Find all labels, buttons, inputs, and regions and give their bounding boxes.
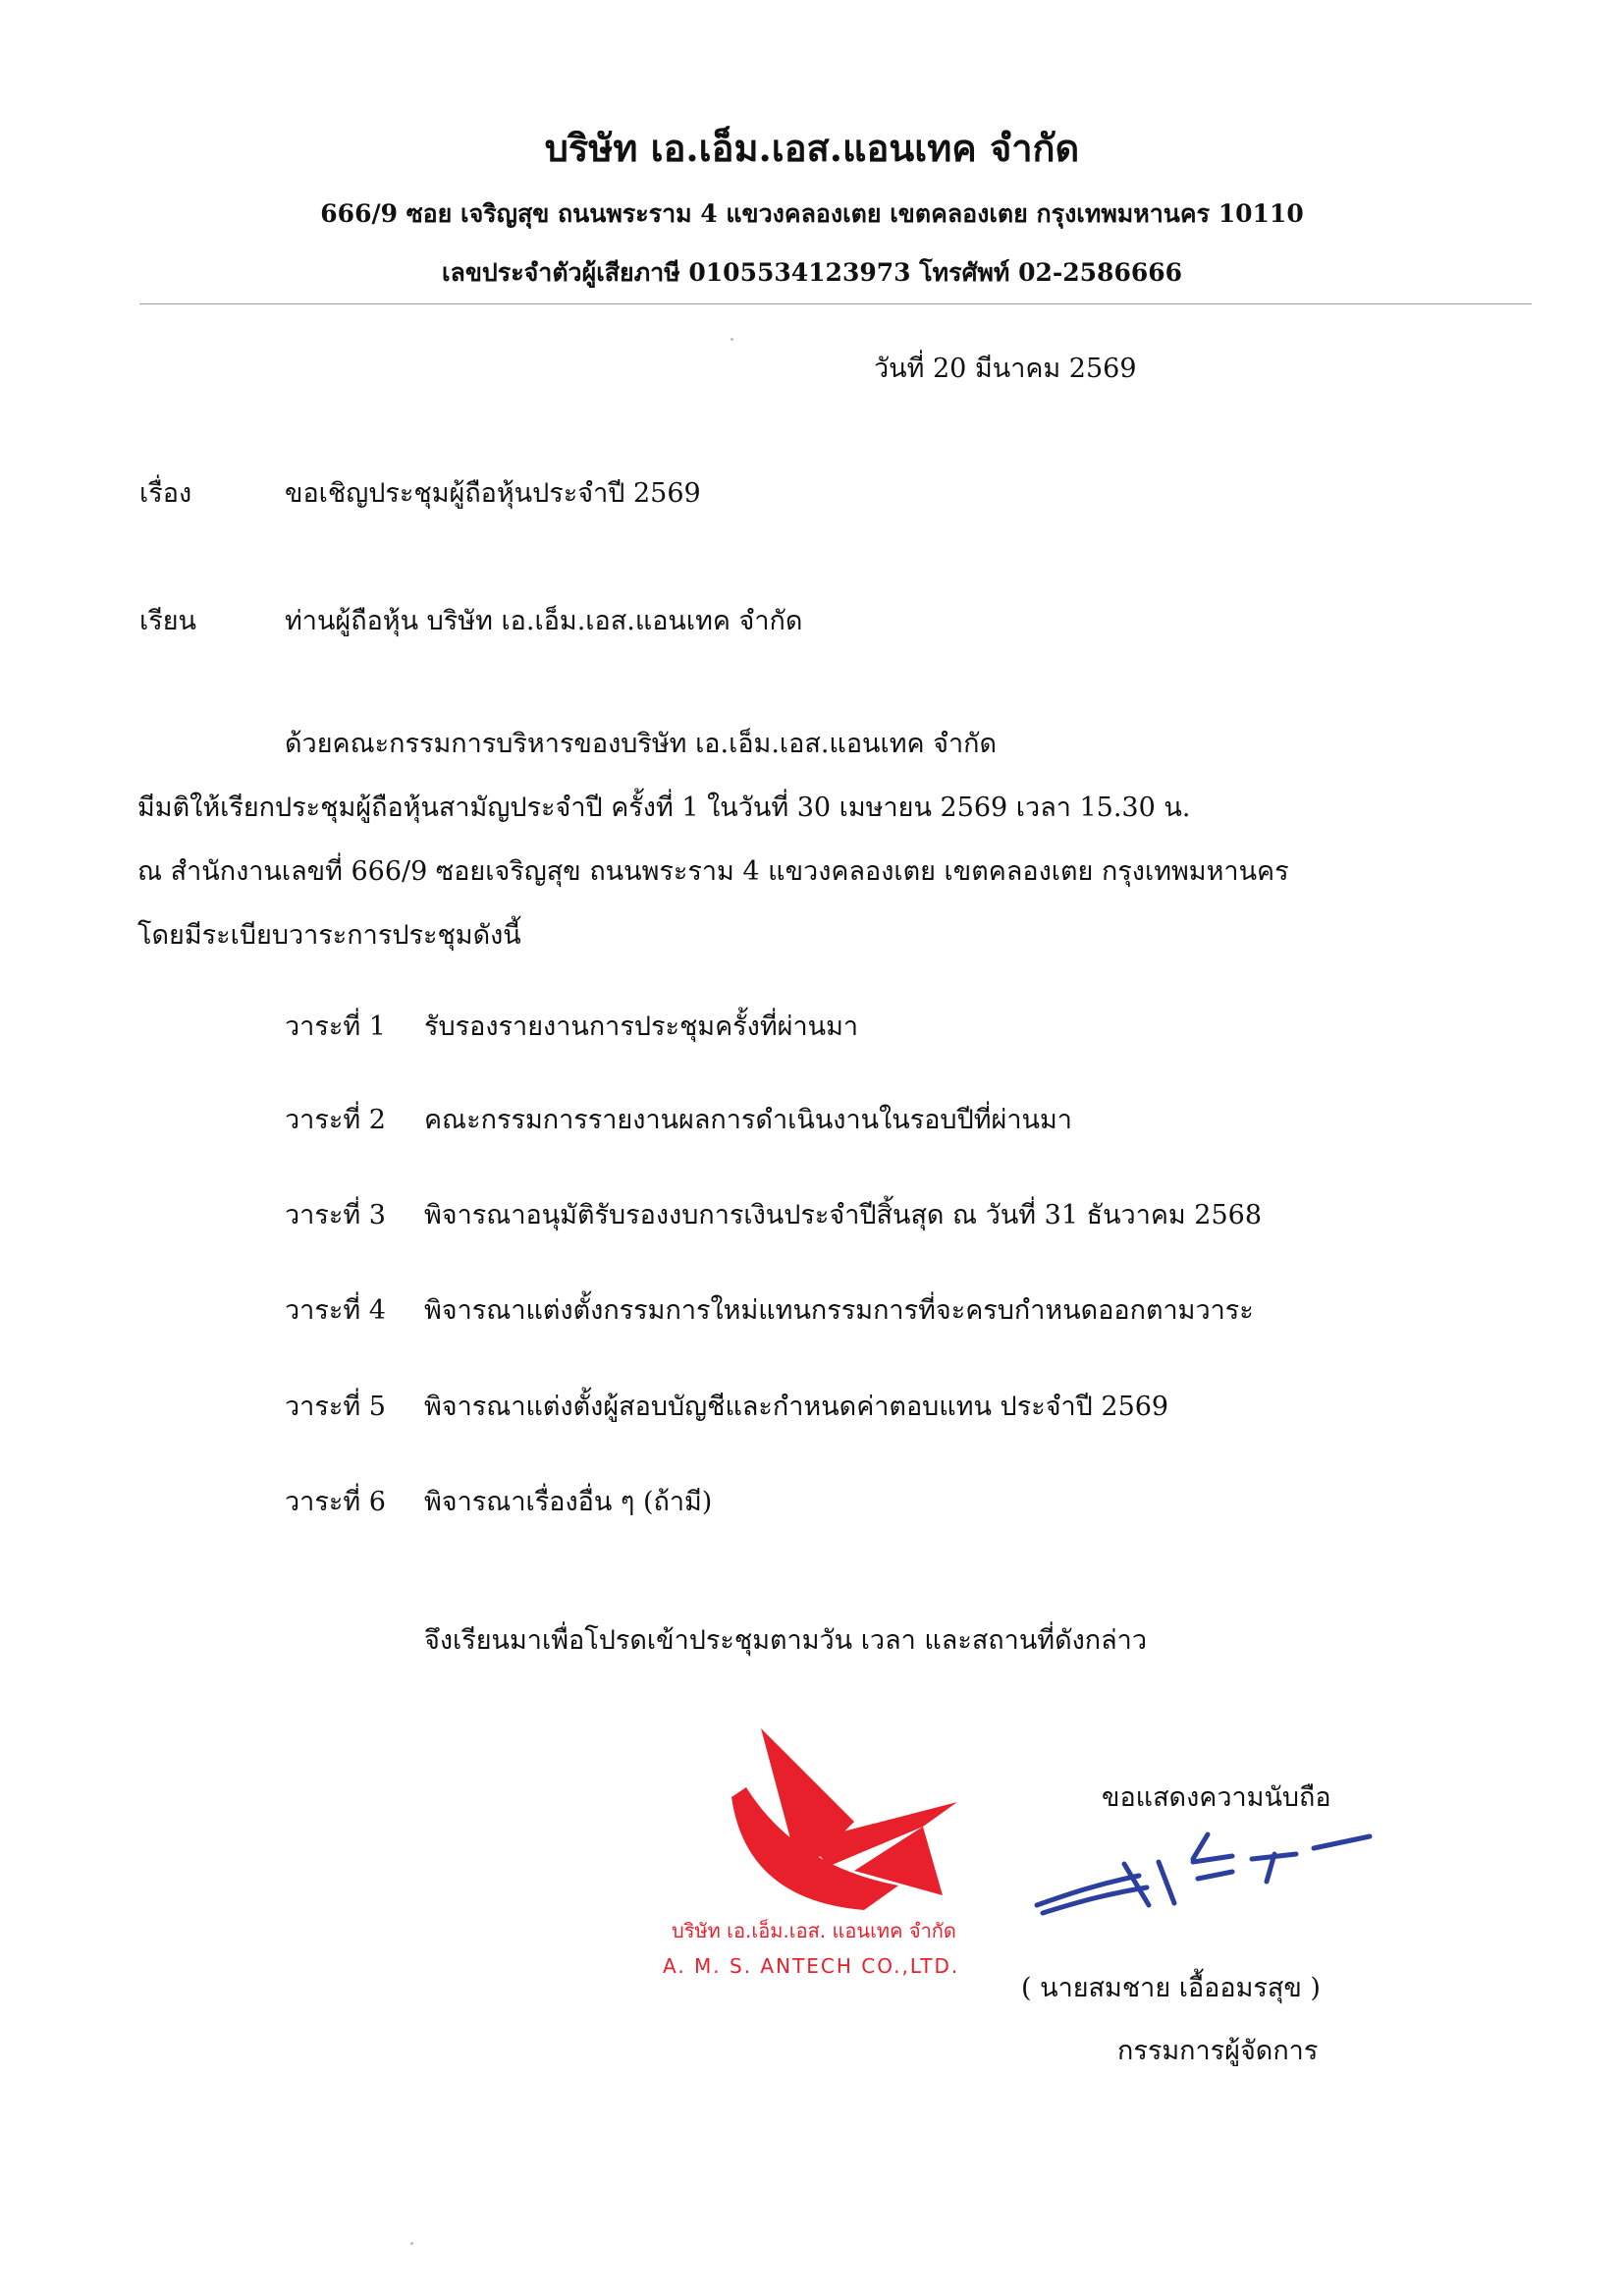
agenda-number: วาระที่ 5 bbox=[285, 1392, 386, 1422]
signature-stroke bbox=[1159, 1862, 1174, 1903]
agenda-number: วาระที่ 2 bbox=[285, 1105, 386, 1135]
paragraph-line: โดยมีระเบียบวาระการประชุมดังนี้ bbox=[137, 920, 521, 951]
paragraph-line: มีมติให้เรียกประชุมผู้ถือหุ้นสามัญประจำปี ครั้งที่ 1 ในวันที่ 30 เมษายน 2569 เวลา 15.30 น. bbox=[137, 793, 1191, 823]
recipient-text: ท่านผู้ถือหุ้น บริษัท เอ.เอ็ม.เอส.แอนเทค จำกัด bbox=[285, 606, 803, 636]
header-divider bbox=[139, 303, 1532, 304]
recipient-label: เรียน bbox=[139, 606, 197, 636]
agenda-item: พิจารณาแต่งตั้งกรรมการใหม่แทนกรรมการที่จะครบกำหนดออกตามวาระ bbox=[424, 1295, 1254, 1326]
subject-text: ขอเชิญประชุมผู้ถือหุ้นประจำปี 2569 bbox=[285, 478, 701, 509]
signer-title: กรรมการผู้จัดการ bbox=[1117, 2036, 1319, 2066]
scan-speck bbox=[410, 2242, 413, 2245]
agenda-item: คณะกรรมการรายงานผลการดำเนินงานในรอบปีที่ผ่านมา bbox=[424, 1105, 1072, 1135]
agenda-item: พิจารณาเรื่องอื่น ๆ (ถ้ามี) bbox=[424, 1487, 713, 1517]
agenda-item: พิจารณาอนุมัติรับรองงบการเงินประจำปีสิ้นสุด ณ วันที่ 31 ธันวาคม 2568 bbox=[424, 1200, 1263, 1230]
agenda-number: วาระที่ 3 bbox=[285, 1200, 386, 1230]
closing-sentence: จึงเรียนมาเพื่อโปรดเข้าประชุมตามวัน เวลา และสถานที่ดังกล่าว bbox=[424, 1625, 1148, 1656]
signer-name: ( นายสมชาย เอื้ออมรสุข ) bbox=[1021, 1973, 1321, 2003]
agenda-number: วาระที่ 1 bbox=[285, 1011, 386, 1042]
agenda-item: รับรองรายงานการประชุมครั้งที่ผ่านมา bbox=[424, 1011, 859, 1042]
regards-text: ขอแสดงความนับถือ bbox=[1102, 1782, 1331, 1813]
paragraph-line: ณ สำนักงานเลขที่ 666/9 ซอยเจริญสุข ถนนพระราม 4 แขวงคลองเตย เขตคลองเตย กรุงเทพมหานคร bbox=[137, 856, 1289, 887]
stamp-english-name: A. M. S. ANTECH CO.,LTD. bbox=[663, 1954, 960, 1978]
company-address: 666/9 ซอย เจริญสุข ถนนพระราม 4 แขวงคลองเตย เขตคลองเตย กรุงเทพมหานคร 10110 bbox=[320, 199, 1304, 228]
stamp-thai-name: บริษัท เอ.เอ็ม.เอส. แอนเทค จำกัด bbox=[672, 1919, 956, 1942]
agenda-item: พิจารณาแต่งตั้งผู้สอบบัญชีและกำหนดค่าตอบแทน ประจำปี 2569 bbox=[424, 1392, 1169, 1422]
signature-stroke bbox=[1252, 1854, 1296, 1882]
letter-date: วันที่ 20 มีนาคม 2569 bbox=[874, 354, 1137, 384]
company-tax-phone: เลขประจำตัวผู้เสียภาษี 0105534123973 โทรศัพท์ 02-2586666 bbox=[441, 258, 1183, 287]
agenda-number: วาระที่ 6 bbox=[285, 1487, 386, 1517]
scan-speck bbox=[731, 338, 733, 341]
agenda-number: วาระที่ 4 bbox=[285, 1295, 386, 1326]
subject-label: เรื่อง bbox=[139, 478, 192, 509]
signature-stroke bbox=[1314, 1836, 1370, 1848]
company-name: บริษัท เอ.เอ็ม.เอส.แอนเทค จำกัด bbox=[544, 126, 1080, 170]
signature-stroke bbox=[1193, 1834, 1232, 1879]
paragraph-line: ด้วยคณะกรรมการบริหารของบริษัท เอ.เอ็ม.เอส.แอนเทค จำกัด bbox=[285, 729, 998, 759]
signature-stroke bbox=[1124, 1864, 1149, 1905]
signature-mark bbox=[1031, 1815, 1384, 1923]
